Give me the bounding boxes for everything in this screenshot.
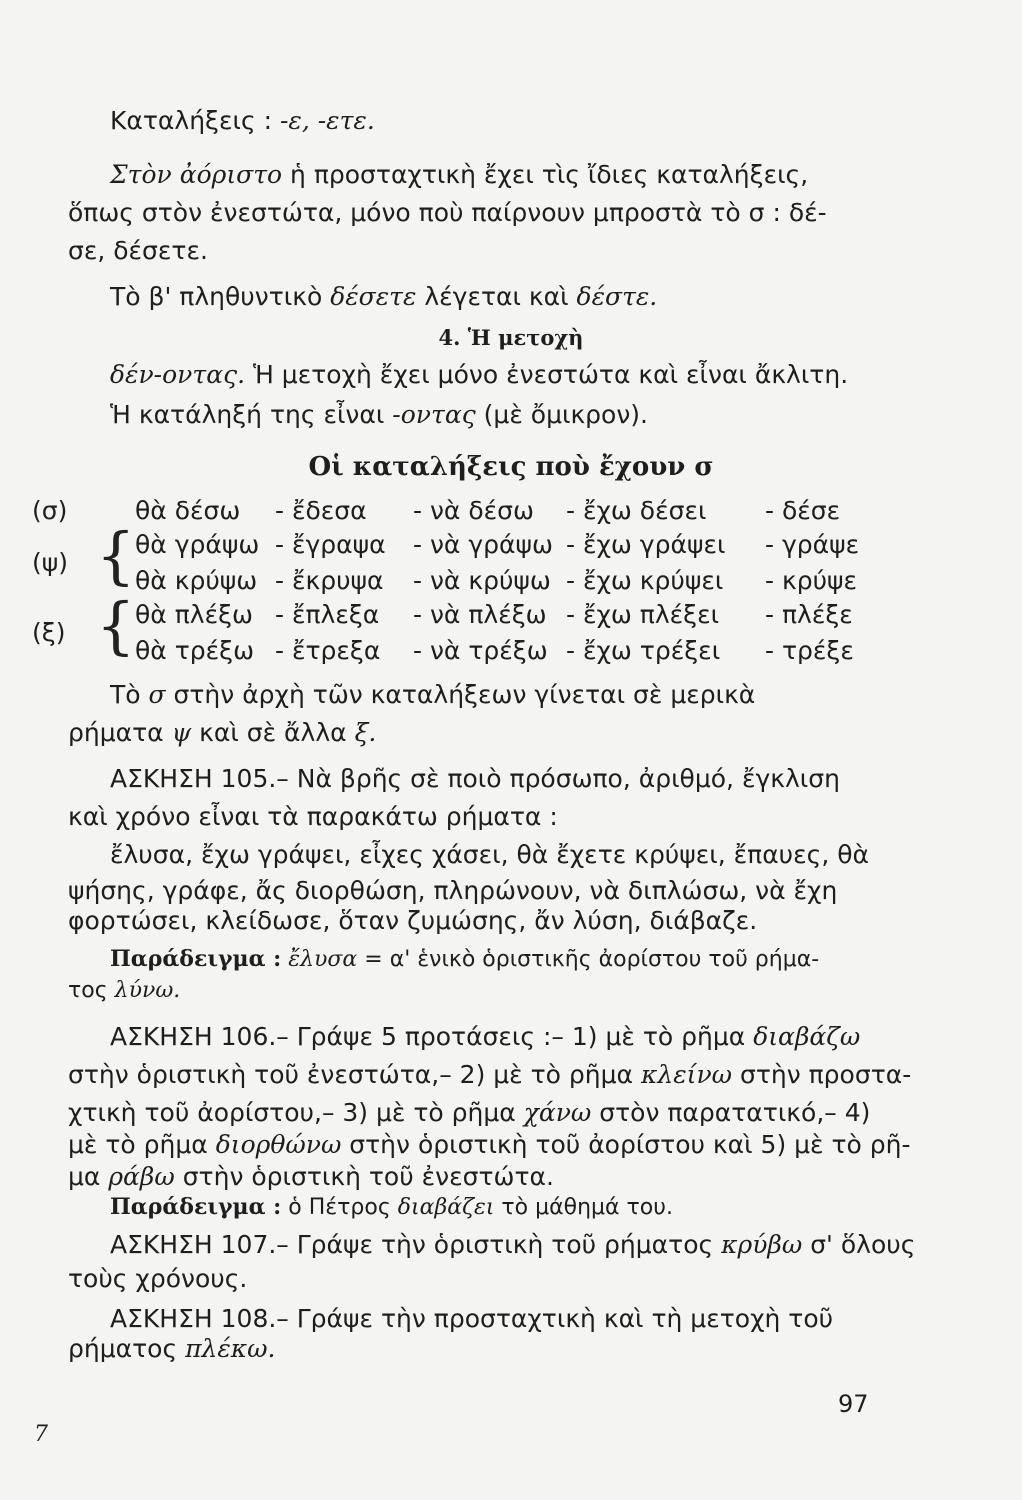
example-line [110,1190,673,1225]
group-label: (ξ) [32,618,66,647]
table-heading: Οἱ καταλήξεις ποὺ ἔχουν σ [308,452,714,482]
example-line [110,942,819,977]
text-span: σ' ὅλους [802,1230,916,1259]
table-cell: - νὰ δέσω [413,496,534,525]
exercise-106-line [68,1128,911,1162]
text-span: καὶ σὲ ἄλλα [191,718,355,747]
endings-label: Καταλήξεις : [110,106,280,135]
text-span: μὲ τὸ ρῆμα [68,1130,216,1159]
text-span: τος [68,978,115,1003]
example-word: χάνω [523,1098,592,1127]
example-word: δέστε. [576,282,658,311]
aorist-text: ἡ προσταχτικὴ ἔχει τὶς ἴδιες καταλήξεις, [282,160,809,189]
brace-mark: { [96,589,136,662]
text-span: στὴν ὁριστικὴ τοῦ ἐνεστώτα. [174,1162,554,1191]
exercise-106-line [68,1160,554,1194]
paragraph-line [68,716,376,750]
table-cell: - πλέξε [765,600,853,629]
example-word: λύνω. [114,978,181,1003]
example-word: -οντας [392,400,476,429]
exercise-105-line: φορτώσει, κλείδωσε, ὅταν ζυμώσης, ἄν λύση, διάβαζε. [68,906,758,935]
body-line: ὅπως στὸν ἐνεστώτα, μόνο ποὺ παίρνουν μπροστὰ τὸ σ : δέ- [68,198,827,227]
text-span: ρήματος [68,1334,186,1363]
table-cell: - ἔτρεξα [275,636,381,665]
example-word: ψ [171,718,192,747]
exercise-105: ΑΣΚΗΣΗ 105.– Νὰ βρῆς σὲ ποιὸ πρόσωπο, ἀριθμό, ἔγκλιση [110,764,840,793]
example-word: ξ. [354,718,377,747]
exercise-105-line: ψήσης, γράφε, ἄς διορθώση, πληρώνουν, νὰ διπλώσω, νὰ ἔχη [68,876,838,905]
table-cell: - τρέξε [765,636,854,665]
table-cell: - νὰ γράψω [413,530,553,559]
text-span: = α' ἑνικὸ ὁριστικῆς ἀορίστου τοῦ ρήμα- [357,947,820,972]
table-cell: - ἔχω κρύψει [566,566,724,595]
exercise-106-line [68,1058,911,1092]
exercise-105-line: καὶ χρόνο εἶναι τὰ παρακάτω ρήματα : [68,802,558,831]
exercise-108: ΑΣΚΗΣΗ 108.– Γράψε τὴν προσταχτικὴ καὶ τὴ μετοχὴ τοῦ [110,1304,834,1333]
table-cell: - ἔχω δέσει [566,496,707,525]
table-cell: θὰ γράψω [135,530,260,559]
example-word: κρύβω [721,1230,803,1259]
exercise-106 [110,1020,860,1054]
brace-mark: { [96,519,136,592]
section-heading: 4. Ἡ μετοχὴ [438,325,584,350]
body-line: σε, δέσετε. [68,236,208,265]
example-word: πλέκω. [185,1334,276,1363]
example-word: ἔλυσα [281,947,358,972]
example-line [68,974,180,1008]
example-word: δέν-οντας. [110,360,246,389]
exercise-107 [110,1228,915,1262]
page-number: 97 [838,1390,869,1418]
text-span: μα [68,1162,109,1191]
text-span: ΑΣΚΗΣΗ 106.– Γράψε 5 προτάσεις :– 1) μὲ τὸ ρῆμα [110,1022,754,1051]
table-cell: - ἔχω πλέξει [566,600,720,629]
example-label: Παράδειγμα : [110,946,282,972]
exercise-106-line [68,1096,870,1130]
text-span: λέγεται καὶ [416,282,577,311]
example-label: Παράδειγμα : [110,1194,282,1220]
table-cell: - δέσε [765,496,841,525]
table-cell: θὰ δέσω [135,496,241,525]
table-cell: θὰ πλέξω [135,600,253,629]
text-span: τὸ μάθημά του. [494,1195,673,1220]
table-cell: - κρύψε [765,566,858,595]
text-span: ὁ Πέτρος [281,1195,398,1220]
table-cell: θὰ τρέξω [135,636,255,665]
exercise-105-line: ἔλυσα, ἔχω γράψει, εἶχες χάσει, θὰ ἔχετε κρύψει, ἔπαυες, θὰ [110,840,869,869]
aorist-term: Στὸν ἀόριστο [110,160,283,189]
text-span: στὴν ὁριστικὴ τοῦ ἀορίστου καὶ 5) μὲ τὸ ρῆ- [341,1130,911,1159]
table-cell: - ἔγραψα [275,530,386,559]
text-span: στὸν παρατατικό,– 4) [591,1098,871,1127]
table-cell: - ἔχω τρέξει [566,636,721,665]
example-word: κλείνω [640,1060,733,1089]
exercise-108-line [68,1332,276,1366]
example-word: δέσετε [330,282,417,311]
text-span: στὴν ἀρχὴ τῶν καταλήξεων γίνεται σὲ μερικὰ [165,680,756,709]
text-span: χτικὴ τοῦ ἀορίστου,– 3) μὲ τὸ ρῆμα [68,1098,524,1127]
example-word: διαβάζει [397,1195,495,1220]
aorist-line [110,158,808,192]
endings-values: -ε, -ετε. [279,106,375,135]
table-cell: - γράψε [765,530,860,559]
text-span: Ἡ κατάληξή της εἶναι [110,400,393,429]
participle-ending-line [110,398,648,432]
table-cell: - ἔκρυψα [275,566,384,595]
example-word: σ [148,680,166,709]
exercise-107-line: τοὺς χρόνους. [68,1264,248,1293]
text-span: ρήματα [68,718,172,747]
table-cell: - νὰ πλέξω [413,600,547,629]
text-span: (μὲ ὄμικρον). [475,400,649,429]
text-span: στὴν προστα- [732,1060,912,1089]
plural-line [110,280,657,314]
endings-line [110,104,375,138]
table-cell: - ἔδεσα [275,496,367,525]
table-cell: - νὰ τρέξω [413,636,548,665]
text-span: ΑΣΚΗΣΗ 107.– Γράψε τὴν ὁριστικὴ τοῦ ρήματος [110,1230,722,1259]
example-word: ράβω [108,1162,175,1191]
text-span: Ἡ μετοχὴ ἔχει μόνο ἐνεστώτα καὶ εἶναι ἄκλιτη. [245,360,849,389]
table-cell: - ἔπλεξα [275,600,380,629]
group-label: (ψ) [32,548,68,577]
signature-mark: 7 [34,1422,48,1447]
table-cell: - νὰ κρύψω [413,566,551,595]
text-span: στὴν ὁριστικὴ τοῦ ἐνεστώτα,– 2) μὲ τὸ ρῆμα [68,1060,641,1089]
table-cell: θὰ κρύψω [135,566,258,595]
example-word: διαβάζω [753,1022,861,1051]
text-span: Τὸ [110,680,149,709]
example-word: διορθώνω [215,1130,342,1159]
participle-line [110,358,848,392]
paragraph-line [110,678,755,712]
table-cell: - ἔχω γράψει [566,530,726,559]
group-label: (σ) [32,496,68,525]
text-span: Τὸ β' πληθυντικὸ [110,282,331,311]
